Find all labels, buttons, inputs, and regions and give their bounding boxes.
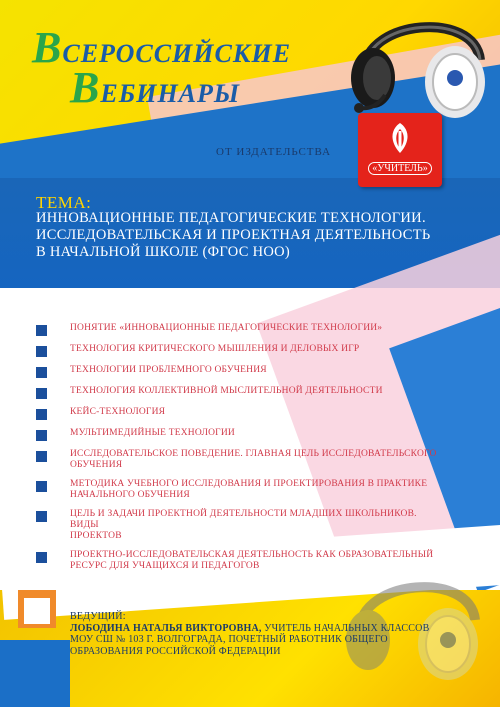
bullet-square-icon <box>36 451 47 462</box>
bullet-square-icon <box>36 388 47 399</box>
theme-line: ИССЛЕДОВАТЕЛЬСКАЯ И ПРОЕКТНАЯ ДЕЯТЕЛЬНОСТЬ <box>36 227 431 243</box>
bullet-square-icon <box>36 325 47 336</box>
poster-title <box>32 23 292 112</box>
background-blue-corner <box>0 640 70 707</box>
list-item <box>36 479 446 501</box>
decorative-white-square <box>24 598 50 624</box>
list-item-text: ЦЕЛЬ И ЗАДАЧИ ПРОЕКТНОЙ ДЕЯТЕЛЬНОСТИ МЛАДШИХ ШКОЛЬНИКОВ. ВИДЫ <box>70 509 417 530</box>
list-item <box>36 344 446 355</box>
topics-list <box>36 323 446 572</box>
list-item <box>36 449 446 471</box>
list-item-text: РЕСУРС ДЛЯ УЧАЩИХСЯ И ПЕДАГОГОВ <box>70 561 260 571</box>
list-item <box>36 509 446 542</box>
theme-line: В НАЧАЛЬНОЙ ШКОЛЕ (ФГОС НОО) <box>36 244 291 260</box>
bullet-square-icon <box>36 511 47 522</box>
theme-label: ТЕМА: <box>36 193 92 212</box>
presenter-info <box>70 611 470 657</box>
logo-caption-text: «УЧИТЕЛЬ» <box>368 162 431 175</box>
logo-caption <box>358 163 442 174</box>
list-item-text: ОБУЧЕНИЯ <box>70 460 123 470</box>
list-item-text: ТЕХНОЛОГИЯ КРИТИЧЕСКОГО МЫШЛЕНИЯ И ДЕЛОВЫХ ИГР <box>70 344 360 354</box>
presenter-line-1 <box>70 623 470 635</box>
title-initial-2: В <box>70 63 101 112</box>
title-initial-1: В <box>32 23 63 72</box>
bullet-square-icon <box>36 346 47 357</box>
bullet-square-icon <box>36 409 47 420</box>
title-rest-1: СЕРОССИЙСКИЕ <box>62 39 292 68</box>
uchitel-logo <box>358 113 442 187</box>
title-line-2 <box>70 63 291 112</box>
headphones-icon <box>345 0 495 130</box>
list-item-text: КЕЙС-ТЕХНОЛОГИЯ <box>70 407 166 417</box>
bullet-square-icon <box>36 430 47 441</box>
list-item-text: ПОНЯТИЕ «ИННОВАЦИОННЫЕ ПЕДАГОГИЧЕСКИЕ ТЕХНОЛОГИИ» <box>70 323 383 333</box>
presenter-position: УЧИТЕЛЬ НАЧАЛЬНЫХ КЛАССОВ <box>261 622 430 634</box>
presenter-name: ЛОБОДИНА НАТАЛЬЯ ВИКТОРОВНА, <box>70 622 262 634</box>
list-item <box>36 407 446 418</box>
theme-title <box>36 210 486 261</box>
list-item-text: ПРОЕКТНО-ИССЛЕДОВАТЕЛЬСКАЯ ДЕЯТЕЛЬНОСТЬ КАК ОБРАЗОВАТЕЛЬНЫЙ <box>70 550 434 560</box>
publisher-label: ОТ ИЗДАТЕЛЬСТВА <box>216 146 332 158</box>
uchitel-logo-icon <box>385 121 415 155</box>
bullet-square-icon <box>36 552 47 563</box>
list-item <box>36 386 446 397</box>
list-item-text: МУЛЬТИМЕДИЙНЫЕ ТЕХНОЛОГИИ <box>70 428 235 438</box>
bullet-square-icon <box>36 367 47 378</box>
list-item-text: ТЕХНОЛОГИЯ КОЛЛЕКТИВНОЙ МЫСЛИТЕЛЬНОЙ ДЕЯТЕЛЬНОСТИ <box>70 386 383 396</box>
list-item-text: ТЕХНОЛОГИИ ПРОБЛЕМНОГО ОБУЧЕНИЯ <box>70 365 267 375</box>
presenter-line-3: ОБРАЗОВАНИЯ РОССИЙСКОЙ ФЕДЕРАЦИИ <box>70 645 281 657</box>
list-item-text: НАЧАЛЬНОГО ОБУЧЕНИЯ <box>70 490 190 500</box>
list-item <box>36 323 446 334</box>
list-item-text: ПРОЕКТОВ <box>70 531 122 541</box>
presenter-label: ВЕДУЩИЙ: <box>70 611 126 622</box>
list-item-text: ИССЛЕДОВАТЕЛЬСКОЕ ПОВЕДЕНИЕ. ГЛАВНАЯ ЦЕЛЬ ИССЛЕДОВАТЕЛЬСКОГО <box>70 449 437 459</box>
list-item-text: МЕТОДИКА УЧЕБНОГО ИССЛЕДОВАНИЯ И ПРОЕКТИРОВАНИЯ В ПРАКТИКЕ <box>70 479 428 489</box>
theme-line: ИННОВАЦИОННЫЕ ПЕДАГОГИЧЕСКИЕ ТЕХНОЛОГИИ. <box>36 210 426 226</box>
bullet-square-icon <box>36 481 47 492</box>
title-rest-2: ЕБИНАРЫ <box>100 79 241 108</box>
list-item <box>36 365 446 376</box>
presenter-line-2: МОУ СШ № 103 Г. ВОЛГОГРАДА, ПОЧЕТНЫЙ РАБОТНИК ОБЩЕГО <box>70 634 388 645</box>
list-item <box>36 428 446 439</box>
